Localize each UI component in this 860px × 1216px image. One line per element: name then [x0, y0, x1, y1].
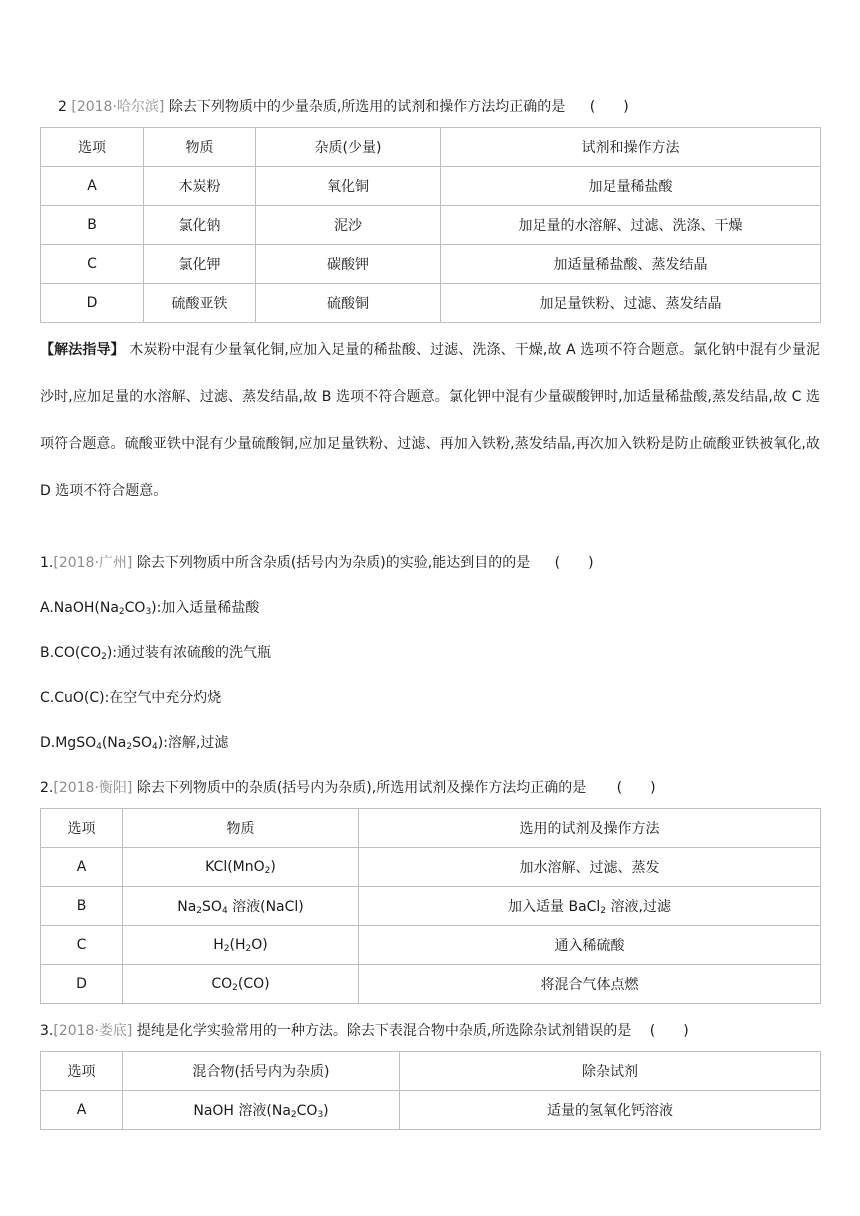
- option-d: [40, 732, 228, 752]
- question-text: 除去下列物质中的少量杂质,所选用的试剂和操作方法均正确的是: [168, 99, 566, 115]
- table-cell: D: [41, 284, 144, 323]
- table-row: [41, 167, 821, 206]
- formula-text: CO: [211, 975, 233, 992]
- subscript: 2: [223, 943, 230, 954]
- subscript: 2: [264, 865, 271, 876]
- table-cell: 硫酸铜: [256, 284, 441, 323]
- subscript: 2: [196, 906, 203, 916]
- table-header-cell: 物质: [144, 128, 256, 167]
- table-cell: 氯化钠: [144, 206, 256, 245]
- table-cell: A: [41, 1091, 123, 1130]
- table-header-row: [41, 1052, 821, 1091]
- table-cell: [123, 965, 359, 1004]
- subscript: 4: [96, 742, 102, 752]
- table-header-cell: 选用的试剂及操作方法: [359, 809, 821, 848]
- option-a: [40, 597, 259, 617]
- formula-text: 溶液(NaCl): [227, 899, 304, 915]
- option-c: [40, 687, 221, 707]
- table-header-cell: 物质: [123, 809, 359, 848]
- table-cell: 加足量的水溶解、过滤、洗涤、干燥: [441, 206, 821, 245]
- table-row: [41, 1091, 821, 1130]
- answer-blank: ( ): [589, 99, 629, 115]
- option-text: (Na: [101, 735, 127, 751]
- table-cell: 木炭粉: [144, 167, 256, 206]
- question-heading: [40, 1020, 689, 1040]
- option-text: ):溶解,过滤: [157, 735, 229, 751]
- subscript: 2: [245, 943, 252, 954]
- table-header-cell: 选项: [41, 809, 123, 848]
- question-number: 2.: [40, 780, 54, 796]
- formula-text: KCl(MnO: [205, 858, 265, 875]
- question-heading: [58, 96, 629, 116]
- table-cell: 碳酸钾: [256, 245, 441, 284]
- table-cell: [123, 848, 359, 887]
- option-text: CO: [124, 600, 146, 616]
- table-row: [41, 848, 821, 887]
- formula-text: H: [213, 936, 224, 953]
- table-cell: 硫酸亚铁: [144, 284, 256, 323]
- subscript: 4: [221, 906, 228, 916]
- method-text: 溶液,过滤: [606, 899, 671, 915]
- solution-label: 【解法指导】: [40, 342, 125, 358]
- subscript: 2: [118, 607, 125, 617]
- question-source: [2018·哈尔滨]: [71, 99, 165, 115]
- question-number: 3.: [40, 1023, 54, 1039]
- solution-text: 木炭粉中混有少量氧化铜,应加入足量的稀盐酸、过滤、洗涤、干燥,故 A 选项不符合题意。氯化钠中混有少量泥沙时,应加足量的水溶解、过滤、蒸发结晶,故 B 选项不符合题意。氯化钾中混有少量碳酸钾时,加适量稀盐酸,蒸发结晶,故 C 选项符合题意。硫酸亚铁中混有少量硫酸铜,应加足量铁粉、过滤、再加入铁粉,蒸发结晶,再次加入铁粉是防止硫酸亚铁被氧化,故 D 选项不符合题意。: [40, 342, 821, 499]
- table-cell: 氯化钾: [144, 245, 256, 284]
- table-cell: B: [41, 887, 123, 926]
- table-row: [41, 965, 821, 1004]
- table-cell: 泥沙: [256, 206, 441, 245]
- table-cell: A: [41, 167, 144, 206]
- formula-text: (H: [229, 936, 246, 953]
- question-text: 除去下列物质中所含杂质(括号内为杂质)的实验,能达到目的的是: [132, 555, 531, 571]
- answer-blank: ( ): [616, 780, 656, 796]
- subscript: 4: [152, 742, 158, 752]
- table-header-cell: 选项: [41, 128, 144, 167]
- formula-text: CO: [296, 1103, 318, 1119]
- question-heading: [40, 777, 656, 797]
- solution-paragraph: [40, 327, 820, 515]
- table-row: [41, 245, 821, 284]
- table-row: [41, 284, 821, 323]
- formula-text: SO: [202, 899, 222, 915]
- table-header-cell: 选项: [41, 1052, 123, 1091]
- option-b: [40, 642, 271, 662]
- table-row: [41, 926, 821, 965]
- table-row: [41, 887, 821, 926]
- table-cell: [359, 887, 821, 926]
- question-source: [2018·衡阳]: [53, 780, 133, 796]
- subscript: 2: [126, 742, 133, 752]
- method-text: 加入适量 BaCl: [508, 899, 601, 915]
- subscript: 2: [101, 652, 107, 662]
- table-cell: C: [41, 245, 144, 284]
- table-cell: 加足量铁粉、过滤、蒸发结晶: [441, 284, 821, 323]
- subscript: 3: [317, 1110, 324, 1120]
- table-cell: 适量的氢氧化钙溶液: [400, 1091, 821, 1130]
- formula-text: O): [251, 936, 268, 953]
- table-cell: B: [41, 206, 144, 245]
- question-table: [40, 808, 821, 1004]
- subscript: 2: [232, 982, 238, 993]
- question-text: 除去下列物质中的杂质(括号内为杂质),所选用试剂及操作方法均正确的是: [132, 780, 587, 796]
- question-number: 2: [58, 99, 67, 115]
- table-cell: [123, 887, 359, 926]
- formula-text: Na: [177, 899, 197, 915]
- subscript: 3: [145, 607, 152, 617]
- subscript: 2: [600, 906, 607, 916]
- table-cell: 将混合气体点燃: [359, 965, 821, 1004]
- question-text: 提纯是化学实验常用的一种方法。除去下表混合物中杂质,所选除杂试剂错误的是: [132, 1023, 632, 1039]
- table-header-cell: 试剂和操作方法: [441, 128, 821, 167]
- question-source: [2018·娄底]: [53, 1023, 133, 1039]
- table-cell: 加水溶解、过滤、蒸发: [359, 848, 821, 887]
- option-text: D.MgSO: [40, 735, 97, 751]
- table-header-cell: 除杂试剂: [400, 1052, 821, 1091]
- option-text: SO: [132, 735, 152, 751]
- formula-text: (CO): [237, 975, 270, 992]
- table-cell: C: [41, 926, 123, 965]
- question-table: [40, 127, 821, 323]
- table-cell: 加适量稀盐酸、蒸发结晶: [441, 245, 821, 284]
- question-number: 1.: [40, 555, 54, 571]
- table-header-cell: 杂质(少量): [256, 128, 441, 167]
- formula-text: NaOH 溶液(Na: [193, 1103, 291, 1119]
- subscript: 2: [290, 1110, 297, 1120]
- formula-text: ): [323, 1103, 329, 1119]
- table-cell: 氧化铜: [256, 167, 441, 206]
- question-heading: [40, 552, 594, 572]
- question-source: [2018·广州]: [53, 555, 133, 571]
- table-cell: 加足量稀盐酸: [441, 167, 821, 206]
- option-text: C.CuO(C):在空气中充分灼烧: [40, 690, 222, 706]
- table-cell: D: [41, 965, 123, 1004]
- table-cell: [123, 1091, 400, 1130]
- table-header-row: [41, 809, 821, 848]
- table-cell: 通入稀硫酸: [359, 926, 821, 965]
- option-text: ):加入适量稀盐酸: [151, 600, 260, 616]
- option-text: B.CO(CO: [40, 645, 102, 661]
- table-cell: [123, 926, 359, 965]
- option-text: ):通过装有浓硫酸的洗气瓶: [106, 645, 272, 661]
- option-text: A.NaOH(Na: [40, 600, 119, 616]
- table-header-cell: 混合物(括号内为杂质): [123, 1052, 400, 1091]
- table-cell: A: [41, 848, 123, 887]
- table-row: [41, 206, 821, 245]
- table-header-row: [41, 128, 821, 167]
- answer-blank: ( ): [649, 1023, 689, 1039]
- answer-blank: ( ): [554, 555, 594, 571]
- formula-text: ): [270, 858, 276, 875]
- question-table: [40, 1051, 821, 1130]
